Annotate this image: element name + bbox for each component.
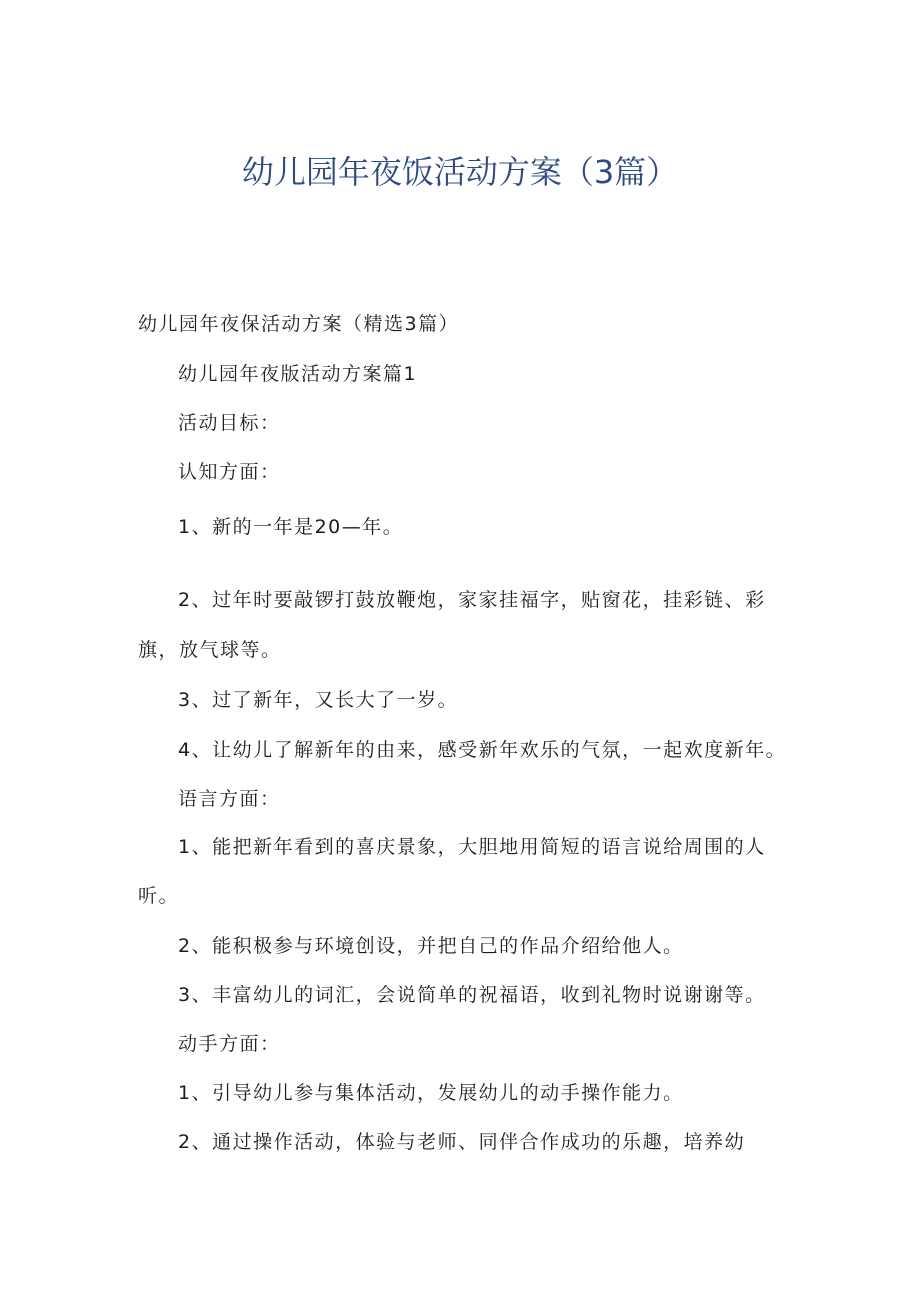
cognitive-item-1: 1、新的一年是20—年。 [178, 516, 404, 538]
document-title: 幼儿园年夜饭活动方案（3篇） [241, 153, 679, 191]
goal-label: 活动目标： [178, 412, 281, 434]
language-item-3: 3、丰富幼儿的词汇，会说简单的祝福语，收到礼物时说谢谢等。 [178, 984, 766, 1006]
section-heading: 幼儿园年夜版活动方案篇1 [178, 363, 418, 385]
cognitive-item-4: 4、让幼儿了解新年的由来，感受新年欢乐的气氛，一起欢度新年。 [178, 739, 787, 761]
language-item-2: 2、能积极参与环境创设，并把自己的作品介绍给他人。 [178, 935, 684, 957]
language-item-1-continued: 听。 [138, 885, 180, 907]
hands-on-item-2: 2、通过操作活动，体验与老师、同伴合作成功的乐趣，培养幼 [178, 1131, 746, 1153]
cognitive-item-2-continued: 旗，放气球等。 [138, 639, 282, 661]
document-subtitle: 幼儿园年夜保活动方案（精选3篇） [138, 313, 460, 335]
cognitive-label: 认知方面： [178, 461, 281, 483]
language-item-1: 1、能把新年看到的喜庆景象，大胆地用简短的语言说给周围的人 [178, 836, 766, 858]
language-label: 语言方面： [178, 788, 281, 810]
cognitive-item-3: 3、过了新年，又长大了一岁。 [178, 689, 459, 711]
hands-on-label: 动手方面： [178, 1033, 281, 1055]
hands-on-item-1: 1、引导幼儿参与集体活动，发展幼儿的动手操作能力。 [178, 1082, 684, 1104]
cognitive-item-2: 2、过年时要敲锣打鼓放鞭炮，家家挂福字，贴窗花，挂彩链、彩 [178, 589, 766, 611]
